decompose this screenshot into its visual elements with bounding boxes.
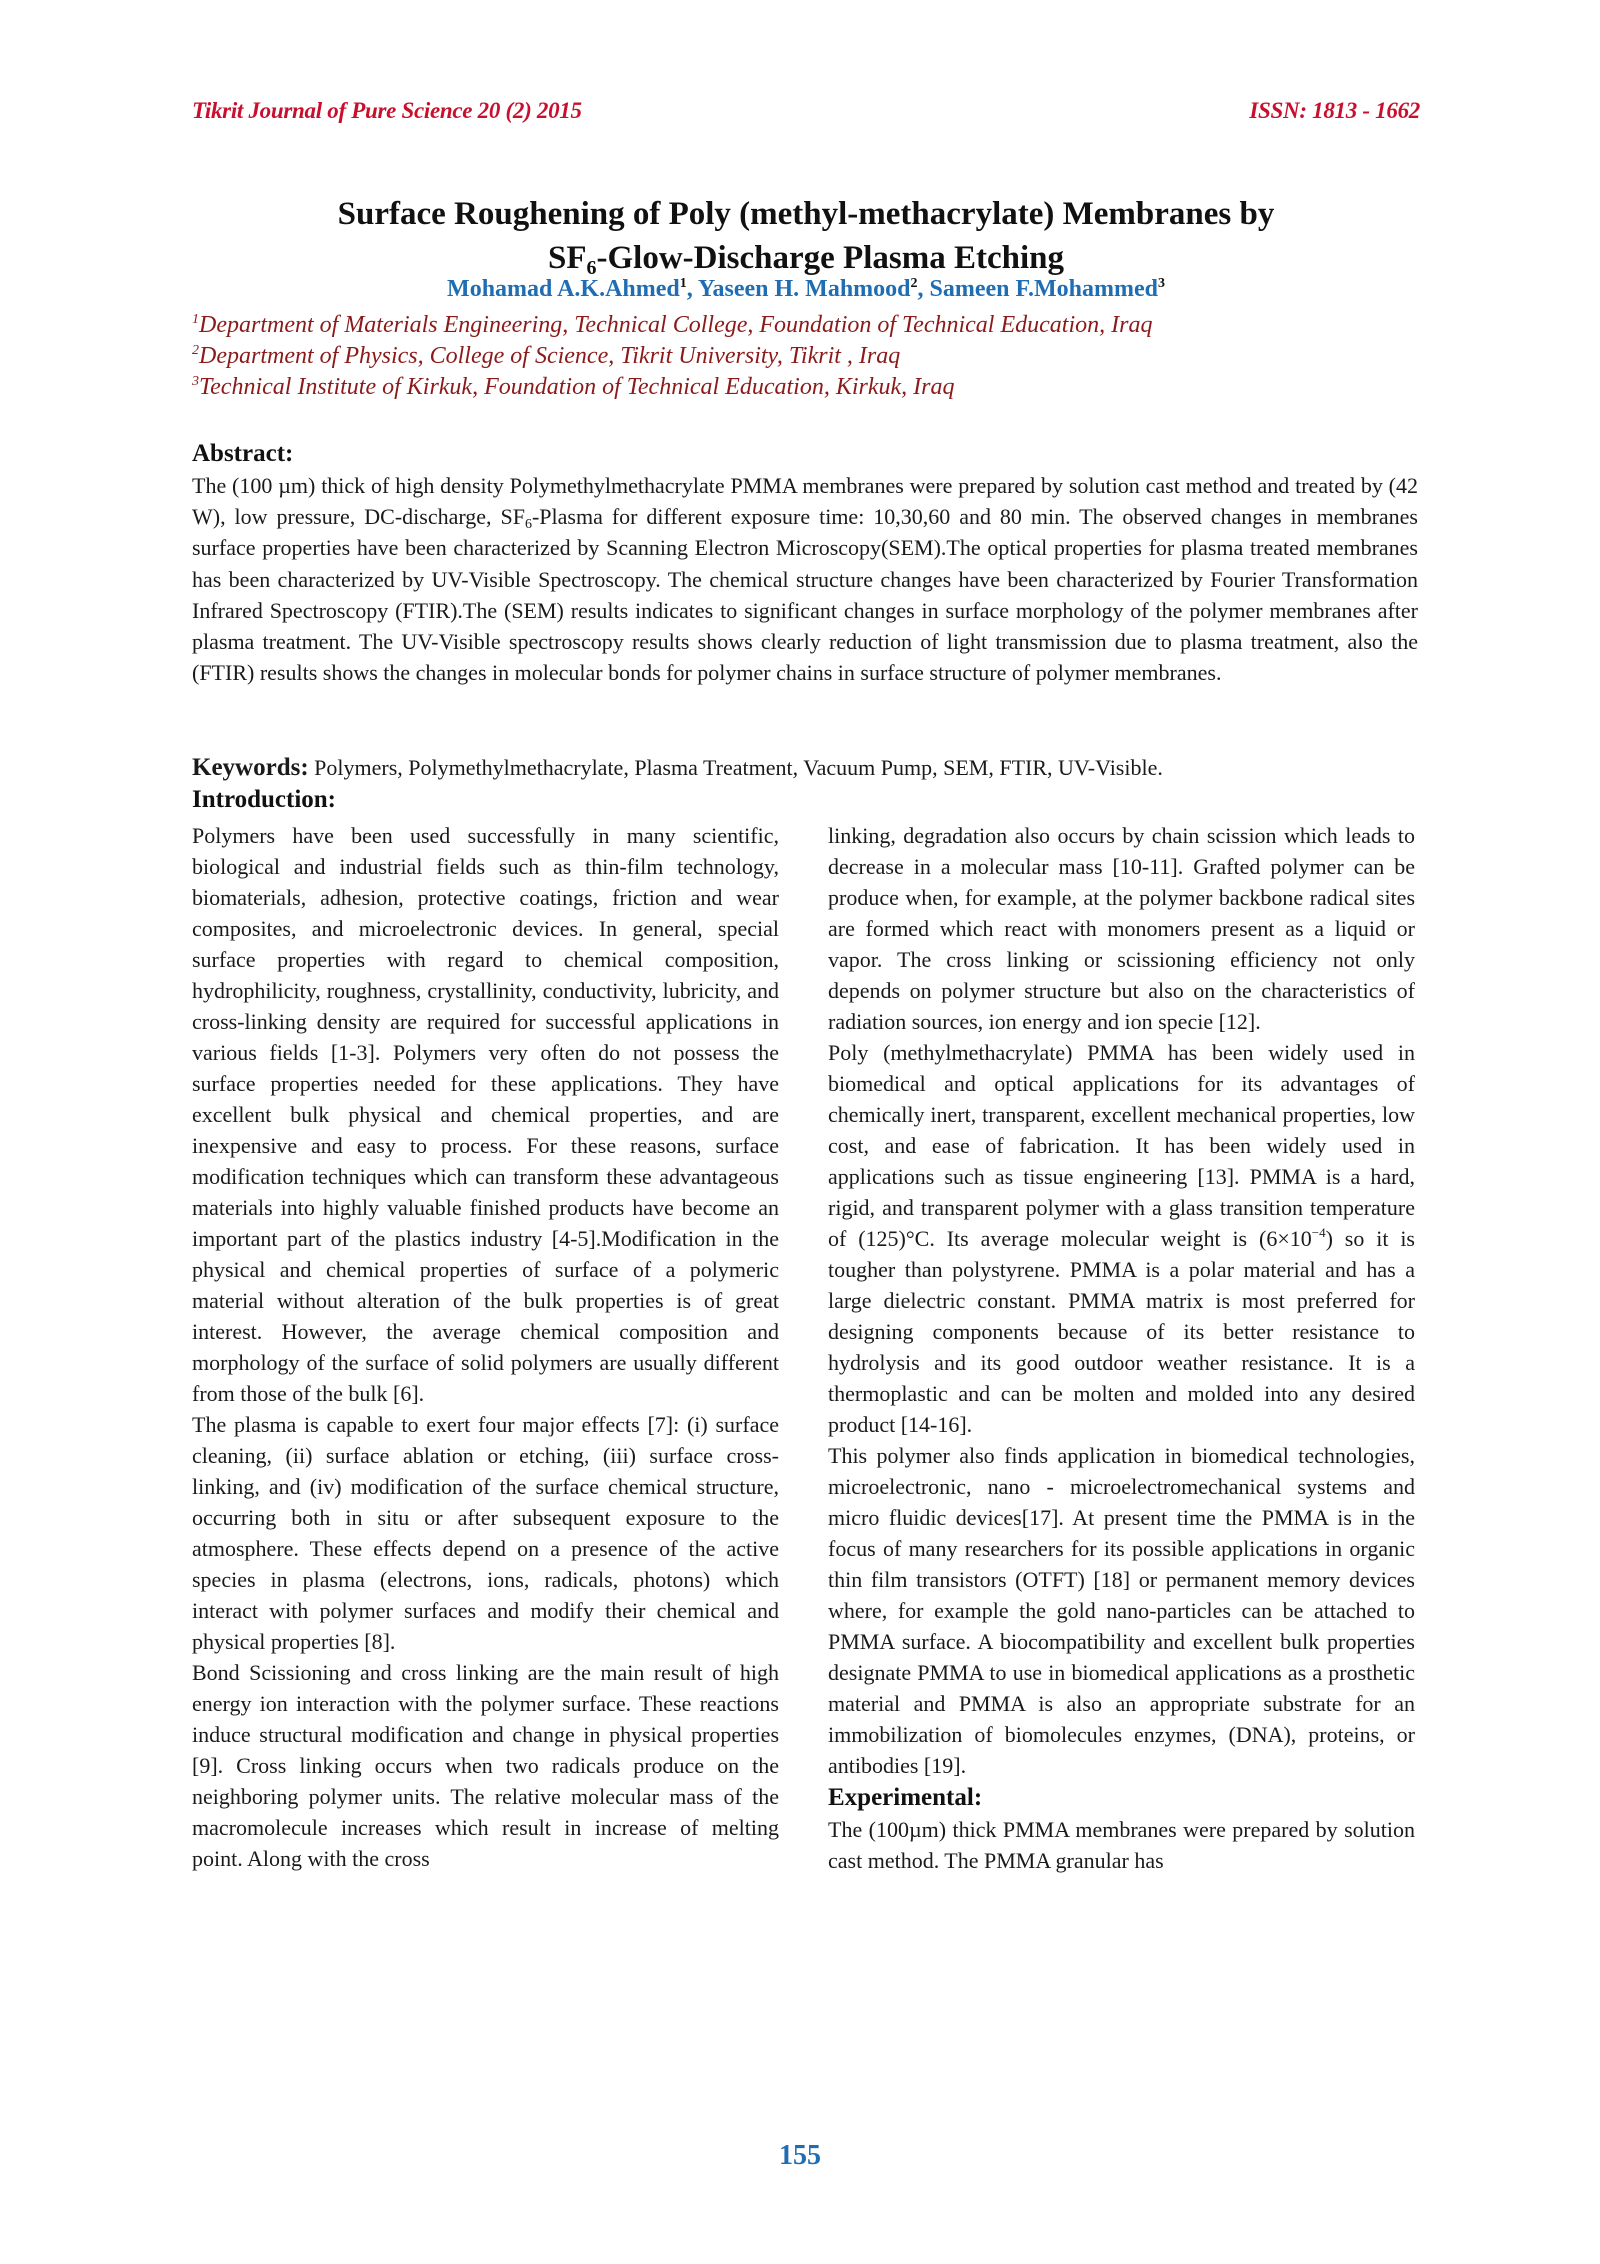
keywords (192, 752, 1418, 783)
paragraph: Polymers have been used successfully in many scientific, biological and industrial fields such as thin-film technology, biomaterials, adhesion, protective coatings, friction and wear composites, and microelectronic devices. In general, special surface properties with regard to chemical composition, hydrophilicity, roughness, crystallinity, conductivity, lubricity, and cross-linking density are required for successful applications in various fields [1-3]. Polymers very often do not possess the surface properties needed for these applications. They have excellent bulk physical and chemical properties, and are inexpensive and easy to process. For these reasons, surface modification techniques which can transform these advantageous materials into highly valuable finished products have become an important part of the plastics industry [4-5].Modification in the physical and chemical properties of surface of a polymeric material without alteration of the bulk properties is of great interest. However, the average chemical composition and morphology of the surface of solid polymers are usually different from those of the bulk [6]. (192, 823, 779, 1406)
journal-name: Tikrit Journal of Pure Science 20 (2) 2015 (192, 98, 582, 123)
affil-text: Technical Institute of Kirkuk, Foundation of Technical Education, Kirkuk, Iraq (199, 374, 955, 400)
paragraph: Bond Scissioning and cross linking are the main result of high energy ion interaction with the polymer surface. These reactions induce structural modification and change in physical properties [9]. Cross linking occurs when two radicals produce on the neighboring polymer units. The relative molecular mass of the macromolecule increases which result in increase of melting point. Along with the cross (192, 1660, 779, 1871)
paragraph (828, 1037, 1415, 1440)
paragraph: The (100µm) thick PMMA membranes were prepared by solution cast method. The PMMA granular has (828, 1817, 1415, 1873)
author-affil-mark: 1 (679, 276, 687, 291)
affil-text: Department of Materials Engineering, Technical College, Foundation of Technical Education, Iraq (199, 312, 1153, 338)
author-affil-mark: 3 (1157, 276, 1165, 291)
left-column (192, 820, 779, 1874)
author (930, 276, 1165, 302)
experimental-heading: Experimental: (828, 1784, 983, 1811)
affiliation (192, 341, 1420, 372)
author (447, 276, 698, 302)
abstract-body (192, 470, 1418, 688)
exponent: −4 (1311, 1225, 1326, 1240)
affiliation (192, 372, 1420, 403)
author (698, 276, 930, 302)
author-name: Yaseen H. Mahmood (697, 276, 911, 302)
title-rest: -Glow-Discharge Plasma Etching (596, 240, 1064, 276)
author-affil-mark: 2 (910, 276, 918, 291)
abstract-text: The (100 µm) thick of high density Polymethylmethacrylate PMMA membranes were prepared by solution cast method and treated by (42 W), low pressure, DC-discharge, SF (192, 473, 1418, 530)
abstract-heading: Abstract: (192, 440, 294, 467)
affil-text: Department of Physics, College of Science, Tikrit University, Tikrit , Iraq (199, 343, 901, 369)
right-column (828, 820, 1415, 1876)
abstract-text: -Plasma for different exposure time: 10,30,60 and 80 min. The observed changes in membranes surface properties have been characterized by Scanning Electron Microscopy(SEM).The optical properties for plasma treated membranes has been characterized by UV-Visible Spectroscopy. The chemical structure changes have been characterized by Fourier Transformation Infrared Spectroscopy (FTIR).The (SEM) results indicates to significant changes in surface morphology of the polymer membranes after plasma treatment. The UV-Visible spectroscopy results shows clearly reduction of light transmission due to plasma treatment, also the (FTIR) results shows the changes in molecular bonds for polymer chains in surface structure of polymer membranes. (192, 504, 1418, 686)
affil-mark: 2 (192, 343, 199, 358)
paragraph-text: ) so it is tougher than polystyrene. PMMA is a polar material and has a large dielectric constant. PMMA matrix is most preferred for designing components because of its better resistance to hydrolysis and its good outdoor weather resistance. It is a thermoplastic and can be molten and molded into any desired product [14-16]. (828, 1226, 1415, 1437)
issn: ISSN: 1813 - 1662 (1249, 98, 1420, 123)
paper-title (192, 192, 1420, 280)
introduction-heading: Introduction: (192, 786, 337, 813)
author-name: Sameen F.Mohammed (929, 276, 1158, 302)
affiliations (192, 310, 1420, 403)
paragraph: The plasma is capable to exert four major effects [7]: (i) surface cleaning, (ii) surface ablation or etching, (iii) surface cross-linking, and (iv) modification of the surface chemical structure, occurring both in situ or after subsequent exposure to the atmosphere. These effects depend on a presence of the active species in plasma (electrons, ions, radicals, photons) which interact with polymer surfaces and modify their chemical and physical properties [8]. (192, 1412, 779, 1654)
affil-mark: 1 (192, 312, 199, 327)
keywords-label: Keywords: (192, 754, 309, 781)
affil-mark: 3 (192, 374, 199, 389)
keywords-text: Polymers, Polymethylmethacrylate, Plasma Treatment, Vacuum Pump, SEM, FTIR, UV-Visible. (308, 755, 1163, 780)
author-sep: , (917, 276, 930, 302)
title-line-1: Surface Roughening of Poly (methyl-methacrylate) Membranes by (337, 196, 1275, 232)
abstract-subscript: 6 (524, 517, 532, 533)
author-name: Mohamad A.K.Ahmed (447, 276, 680, 302)
page-number: 155 (779, 2140, 821, 2171)
running-header (192, 98, 1420, 138)
paragraph: linking, degradation also occurs by chain scission which leads to decrease in a molecular mass [10-11]. Grafted polymer can be produce when, for example, at the polymer backbone radical sites are formed which react with monomers present as a liquid or vapor. The cross linking or scissioning efficiency not only depends on polymer structure but also on the characteristics of radiation sources, ion energy and ion specie [12]. (828, 823, 1415, 1034)
author-list (192, 276, 1420, 303)
title-sf: SF (548, 240, 587, 276)
paragraph: This polymer also finds application in biomedical technologies, microelectronic, nano - microelectromechanical systems and micro fluidic devices[17]. At present time the PMMA is in the focus of many researchers for its possible applications in organic thin film transistors (OTFT) [18] or permanent memory devices where, for example the gold nano-particles can be attached to PMMA surface. A biocompatibility and excellent bulk properties designate PMMA to use in biomedical applications as a prosthetic material and PMMA is also an appropriate substrate for an immobilization of biomolecules enzymes, (DNA), proteins, or antibodies [19]. (828, 1443, 1415, 1778)
affiliation (192, 310, 1420, 341)
title-line-2 (192, 236, 1420, 280)
paragraph-text: Poly (methylmethacrylate) PMMA has been widely used in biomedical and optical applications for its advantages of chemically inert, transparent, excellent mechanical properties, low cost, and ease of fabrication. It has been widely used in applications such as tissue engineering [13]. PMMA is a hard, rigid, and transparent polymer with a glass transition temperature of (125)°C. Its average molecular weight is (6×10 (828, 1040, 1415, 1251)
title-subscript: 6 (586, 257, 597, 279)
author-sep: , (686, 276, 698, 302)
